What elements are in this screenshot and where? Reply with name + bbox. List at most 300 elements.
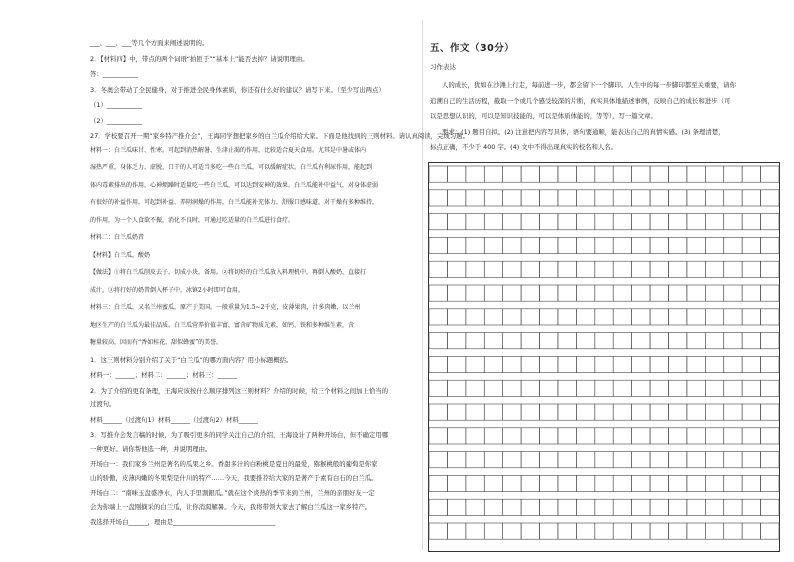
grid-cell — [705, 166, 723, 182]
grid-cell — [447, 523, 465, 539]
grid-cell — [484, 404, 502, 420]
grid-cell — [503, 190, 521, 206]
grid-cell — [761, 333, 779, 349]
grid-cell — [761, 190, 779, 206]
grid-cell — [429, 356, 447, 372]
grid-cell — [650, 499, 668, 515]
grid-cell — [503, 475, 521, 491]
grid-cell — [503, 404, 521, 420]
grid-cell — [429, 285, 447, 301]
grid-cell — [576, 499, 594, 515]
q-line: 2．【材料四】中，带点的两个词语“拍匝于”“基本上”能否去掉？请说明理由。 — [90, 54, 309, 63]
grid-cell — [613, 523, 631, 539]
grid-cell — [503, 261, 521, 277]
grid-cell — [503, 214, 521, 230]
grid-cell — [705, 285, 723, 301]
answer-line: （1）___________ — [90, 101, 142, 109]
grid-cell — [484, 237, 502, 253]
grid-cell — [576, 166, 594, 182]
grid-cell — [540, 214, 558, 230]
grid-cell — [668, 285, 686, 301]
grid-cell — [466, 499, 484, 515]
grid-cell — [613, 475, 631, 491]
grid-cell — [576, 237, 594, 253]
grid-cell — [429, 166, 447, 182]
grid-cell — [576, 452, 594, 468]
grid-cell — [613, 452, 631, 468]
grid-cell — [613, 285, 631, 301]
grid-cell — [521, 261, 539, 277]
grid-cell — [521, 499, 539, 515]
grid-cell — [668, 452, 686, 468]
grid-cell — [742, 452, 760, 468]
q-line: 开场白一：我们家乡兰州是著名的瓜果之乡。香甜多汁的白粉桃是夏日的最爱，猕猴桃般的葡萄是你家 — [90, 460, 378, 468]
grid-cell — [668, 380, 686, 396]
grid-cell — [429, 523, 447, 539]
grid-cell — [595, 475, 613, 491]
grid-cell — [429, 452, 447, 468]
grid-cell — [613, 380, 631, 396]
grid-cell — [650, 356, 668, 372]
grid-cell — [576, 214, 594, 230]
grid-cell — [687, 356, 705, 372]
grid-cell — [724, 475, 742, 491]
grid-cell — [650, 428, 668, 444]
page-divider — [422, 20, 423, 550]
grid-cell — [687, 190, 705, 206]
grid-cell — [466, 214, 484, 230]
grid-cell — [484, 285, 502, 301]
grid-cell — [447, 428, 465, 444]
grid-cell — [576, 190, 594, 206]
grid-cell — [484, 214, 502, 230]
grid-cell — [668, 404, 686, 420]
essay-writing-grid[interactable] — [428, 162, 780, 552]
grid-cell — [558, 261, 576, 277]
grid-cell — [540, 166, 558, 182]
grid-cell — [576, 475, 594, 491]
grid-cell — [668, 237, 686, 253]
grid-cell — [632, 190, 650, 206]
grid-cell — [742, 214, 760, 230]
grid-cell — [429, 404, 447, 420]
grid-cell — [632, 475, 650, 491]
grid-cell — [521, 523, 539, 539]
grid-cell — [668, 166, 686, 182]
grid-cell — [540, 237, 558, 253]
grid-cell — [632, 523, 650, 539]
grid-cell — [668, 309, 686, 325]
q-line: 1．这三则材料分别介绍了关于“白兰瓜”的哪方面内容？用小标题概括。 — [90, 355, 293, 364]
grid-cell — [484, 356, 502, 372]
grid-cell — [650, 261, 668, 277]
grid-cell — [576, 309, 594, 325]
grid-cell — [503, 523, 521, 539]
q-line: 3．冬奥会带动了全民健身，对于推进全民身体素质，你还有什么好的建议？请写下来。（至少写出两点） — [90, 85, 385, 94]
grid-cell — [705, 475, 723, 491]
grid-cell — [558, 452, 576, 468]
answer-line: （2）___________ — [90, 116, 142, 125]
grid-cell — [650, 309, 668, 325]
q-line: 会为你端上一盘刚摘采的白兰瓜，让你消渴解暑。今天，我将带领大家去了解白兰瓜这一家乡特产。 — [90, 502, 372, 511]
grid-cell — [742, 285, 760, 301]
grid-cell — [724, 237, 742, 253]
grid-cell — [650, 475, 668, 491]
grid-cell — [540, 404, 558, 420]
grid-cell — [576, 404, 594, 420]
grid-cell — [429, 499, 447, 515]
grid-cell — [576, 285, 594, 301]
prompt-line: 追溯自己的生活历程，截取一个或几个感受较深的片断，真实具体地描述事例，反映自己的成长和进步（可 — [430, 96, 731, 105]
grid-cell — [742, 523, 760, 539]
grid-cell — [466, 333, 484, 349]
grid-cell — [632, 499, 650, 515]
grid-cell — [466, 356, 484, 372]
grid-cell — [466, 166, 484, 182]
material-line: 【做法】①将白兰瓜削皮去子，切成小块，备用。②将切好的白兰瓜放入料理机中，再倒入酸奶，直接打 — [90, 269, 367, 276]
grid-cell — [687, 214, 705, 230]
material-line: 体内毒素排出的作用，心神烦躁时适量吃一些白兰瓜，可以达到安神的效果。白兰瓜能补中益气，对身体虚弱 — [90, 181, 379, 189]
grid-cell — [576, 428, 594, 444]
grid-cell — [761, 261, 779, 277]
grid-cell — [466, 309, 484, 325]
grid-cell — [466, 285, 484, 301]
grid-cell — [540, 333, 558, 349]
grid-cell — [540, 309, 558, 325]
grid-cell — [595, 166, 613, 182]
grid-cell — [558, 285, 576, 301]
grid-cell — [761, 285, 779, 301]
right-column — [430, 40, 780, 160]
grid-cell — [447, 261, 465, 277]
grid-cell — [668, 190, 686, 206]
grid-cell — [484, 261, 502, 277]
grid-cell — [429, 214, 447, 230]
grid-cell — [521, 404, 539, 420]
grid-cell — [687, 475, 705, 491]
grid-cell — [761, 404, 779, 420]
grid-cell — [540, 380, 558, 396]
grid-cell — [613, 309, 631, 325]
essay-grid-svg — [429, 163, 779, 551]
grid-cell — [687, 499, 705, 515]
grid-cell — [521, 166, 539, 182]
q-line: 开场白二：“南味玉盘盛净水，内人手里割銀瓜。”就在这个炎热的季节来到兰州，兰州的亲朋好友一定 — [90, 489, 375, 497]
grid-cell — [447, 285, 465, 301]
grid-cell — [687, 452, 705, 468]
grid-cell — [466, 523, 484, 539]
grid-cell — [503, 380, 521, 396]
grid-cell — [595, 285, 613, 301]
grid-cell — [742, 309, 760, 325]
grid-cell — [466, 428, 484, 444]
grid-cell — [540, 428, 558, 444]
grid-cell — [466, 261, 484, 277]
grid-cell — [724, 356, 742, 372]
grid-cell — [576, 356, 594, 372]
grid-cell — [484, 380, 502, 396]
grid-cell — [595, 333, 613, 349]
grid-cell — [668, 499, 686, 515]
grid-cell — [484, 499, 502, 515]
grid-cell — [742, 428, 760, 444]
grid-cell — [466, 475, 484, 491]
grid-cell — [724, 523, 742, 539]
grid-cell — [742, 404, 760, 420]
q-line: ___、___、___等几个方面来阐述说明的。 — [90, 39, 209, 47]
q-line: 山的骄傲，皮薄肉嫩的冬果梨是什川的特产……今天，我要推荐给大家的是著产于素有白石的白兰瓜。 — [90, 473, 378, 482]
grid-cell — [724, 452, 742, 468]
grid-cell — [724, 166, 742, 182]
grid-cell — [558, 166, 576, 182]
answer-line: 材料一：______；材料二：______；材料三：______ — [90, 371, 237, 379]
grid-cell — [595, 523, 613, 539]
material-line: 成汁。③将打好的奶昔倒入杯子中，冰镇2小时即可食用。 — [90, 286, 244, 294]
grid-cell — [447, 166, 465, 182]
grid-cell — [742, 166, 760, 182]
grid-cell — [632, 356, 650, 372]
grid-cell — [687, 333, 705, 349]
grid-cell — [632, 452, 650, 468]
grid-cell — [632, 285, 650, 301]
grid-cell — [632, 309, 650, 325]
grid-cell — [761, 356, 779, 372]
q-line: 3．写推介会发言稿的时候，为了吸引更多的同学关注自己的介绍，王海设计了两种开场白，但不确定用哪 — [90, 431, 389, 439]
grid-cell — [632, 261, 650, 277]
grid-cell — [503, 356, 521, 372]
grid-cell — [742, 261, 760, 277]
grid-cell — [466, 190, 484, 206]
grid-cell — [521, 475, 539, 491]
grid-cell — [687, 428, 705, 444]
grid-cell — [724, 261, 742, 277]
grid-cell — [540, 261, 558, 277]
grid-cell — [687, 166, 705, 182]
grid-cell — [484, 452, 502, 468]
grid-cell — [705, 404, 723, 420]
grid-cell — [742, 190, 760, 206]
grid-cell — [761, 166, 779, 182]
grid-cell — [632, 237, 650, 253]
grid-cell — [613, 356, 631, 372]
grid-cell — [576, 333, 594, 349]
grid-cell — [761, 237, 779, 253]
grid-cell — [429, 333, 447, 349]
grid-cell — [650, 214, 668, 230]
grid-cell — [632, 380, 650, 396]
grid-cell — [447, 214, 465, 230]
grid-cell — [558, 333, 576, 349]
grid-cell — [668, 475, 686, 491]
grid-cell — [521, 333, 539, 349]
grid-cell — [724, 285, 742, 301]
answer-line: 材料______（过渡句1）材料______（过渡句2）材料______ — [90, 415, 258, 424]
grid-cell — [742, 356, 760, 372]
grid-cell — [650, 452, 668, 468]
grid-cell — [705, 428, 723, 444]
grid-cell — [632, 333, 650, 349]
grid-cell — [613, 190, 631, 206]
grid-cell — [447, 356, 465, 372]
grid-cell — [742, 333, 760, 349]
grid-cell — [668, 356, 686, 372]
grid-cell — [447, 333, 465, 349]
grid-cell — [742, 380, 760, 396]
grid-cell — [558, 356, 576, 372]
grid-cell — [761, 214, 779, 230]
grid-cell — [632, 404, 650, 420]
grid-cell — [540, 499, 558, 515]
grid-cell — [761, 523, 779, 539]
grid-cell — [521, 380, 539, 396]
grid-cell — [650, 523, 668, 539]
grid-cell — [742, 237, 760, 253]
grid-cell — [558, 214, 576, 230]
grid-cell — [705, 356, 723, 372]
prompt-line: 以是思想认识的，可以是知识技能的，可以是体质体能的，等等），写一篇文章。 — [430, 112, 657, 120]
grid-cell — [742, 499, 760, 515]
grid-cell — [632, 214, 650, 230]
grid-cell — [705, 261, 723, 277]
grid-cell — [595, 190, 613, 206]
grid-cell — [466, 404, 484, 420]
grid-cell — [613, 261, 631, 277]
grid-cell — [540, 356, 558, 372]
grid-cell — [447, 309, 465, 325]
grid-cell — [632, 166, 650, 182]
prompt-line: 人的成长，犹如在沙滩上行走，每前进一步，都会留下一个脚印。人生中的每一步脚印都至关重要，请你 — [442, 81, 736, 89]
q-line: 一种更好。请你帮他选一种，并说明理由。 — [90, 444, 212, 453]
grid-cell — [429, 261, 447, 277]
grid-cell — [447, 475, 465, 491]
grid-cell — [558, 475, 576, 491]
prompt-line: 标点正确，不少于 400 字。(4) 文中不得出现真实的校名和人名。 — [430, 143, 618, 151]
grid-cell — [724, 499, 742, 515]
grid-cell — [540, 452, 558, 468]
grid-cell — [668, 214, 686, 230]
grid-cell — [595, 404, 613, 420]
material-line: 的作用，为一个人食欲不振，消化不良时，可通过吃适量的白兰瓜进行食疗。 — [90, 216, 295, 224]
grid-cell — [595, 356, 613, 372]
grid-cell — [595, 261, 613, 277]
grid-cell — [558, 523, 576, 539]
grid-cell — [466, 452, 484, 468]
grid-cell — [558, 190, 576, 206]
grid-cell — [484, 475, 502, 491]
grid-cell — [503, 285, 521, 301]
grid-cell — [595, 380, 613, 396]
grid-cell — [484, 428, 502, 444]
answer-line: 答：___________ — [90, 70, 138, 78]
material-line: 湿热严重，身体乏力、虚脱、口干的人可适当多吃一些白兰瓜，可以缓解症状。白兰瓜有利尿作用，能起到 — [90, 164, 373, 171]
grid-cell — [687, 237, 705, 253]
grid-cell — [668, 428, 686, 444]
grid-cell — [521, 309, 539, 325]
grid-cell — [724, 214, 742, 230]
grid-cell — [503, 499, 521, 515]
grid-cell — [595, 214, 613, 230]
grid-cell — [687, 285, 705, 301]
grid-cell — [687, 380, 705, 396]
grid-cell — [705, 214, 723, 230]
grid-cell — [705, 333, 723, 349]
grid-cell — [540, 285, 558, 301]
grid-cell — [521, 452, 539, 468]
material-line: 材料三：白兰瓜，又名兰州蜜瓜，原产于美国。一般重量为1.5~2千克，皮薄果肉，汁多肉嫩，以兰州 — [90, 304, 361, 311]
grid-cell — [429, 380, 447, 396]
grid-cell — [761, 452, 779, 468]
grid-cell — [705, 309, 723, 325]
grid-cell — [521, 190, 539, 206]
grid-cell — [521, 237, 539, 253]
grid-cell — [447, 404, 465, 420]
grid-cell — [613, 428, 631, 444]
prompt-line: 要求：(1) 题目自拟。(2) 注意把内容写具体，语句要通顺，能表达自己的真情实感。(3) 条理清楚， — [442, 127, 725, 136]
section-title: 五、作文（30分） — [430, 43, 515, 54]
grid-cell — [724, 309, 742, 325]
grid-cell — [595, 237, 613, 253]
grid-cell — [503, 333, 521, 349]
grid-cell — [558, 237, 576, 253]
q-line: 27．学校要召开一期“家乡特产推介会”，王海同学想把家乡的白兰瓜介绍给大家。下面是他找到的三则材料。请认真阅读，完成习题。 — [90, 132, 470, 140]
grid-cell — [668, 333, 686, 349]
grid-cell — [521, 285, 539, 301]
grid-cell — [687, 261, 705, 277]
grid-cell — [576, 380, 594, 396]
grid-cell — [429, 237, 447, 253]
grid-cell — [521, 428, 539, 444]
grid-cell — [595, 309, 613, 325]
grid-cell — [503, 452, 521, 468]
grid-cell — [576, 261, 594, 277]
grid-cell — [484, 333, 502, 349]
grid-cell — [761, 380, 779, 396]
grid-cell — [650, 166, 668, 182]
grid-cell — [705, 452, 723, 468]
grid-cell — [521, 356, 539, 372]
grid-cell — [447, 190, 465, 206]
grid-cell — [650, 333, 668, 349]
grid-cell — [632, 428, 650, 444]
grid-cell — [447, 499, 465, 515]
grid-cell — [705, 380, 723, 396]
grid-cell — [613, 404, 631, 420]
grid-cell — [650, 190, 668, 206]
answer-line: 我选择开场白______，理由是________________________________ — [90, 518, 276, 526]
grid-cell — [613, 166, 631, 182]
grid-cell — [705, 237, 723, 253]
grid-cell — [503, 428, 521, 444]
grid-cell — [447, 237, 465, 253]
grid-cell — [761, 428, 779, 444]
grid-cell — [724, 190, 742, 206]
grid-cell — [761, 499, 779, 515]
grid-cell — [429, 309, 447, 325]
grid-cell — [521, 214, 539, 230]
grid-cell — [558, 428, 576, 444]
grid-cell — [761, 475, 779, 491]
grid-cell — [724, 428, 742, 444]
grid-cell — [558, 499, 576, 515]
grid-cell — [429, 428, 447, 444]
grid-cell — [650, 237, 668, 253]
q-line: 过渡句。 — [90, 400, 116, 408]
grid-cell — [540, 475, 558, 491]
material-line: 有很好的补益作用。可起到补益、养阴润燥的作用，白兰瓜能补充体力，舒服口感味道，对干燥有多种维持， — [90, 199, 379, 206]
grid-cell — [613, 499, 631, 515]
grid-cell — [558, 404, 576, 420]
grid-cell — [447, 380, 465, 396]
